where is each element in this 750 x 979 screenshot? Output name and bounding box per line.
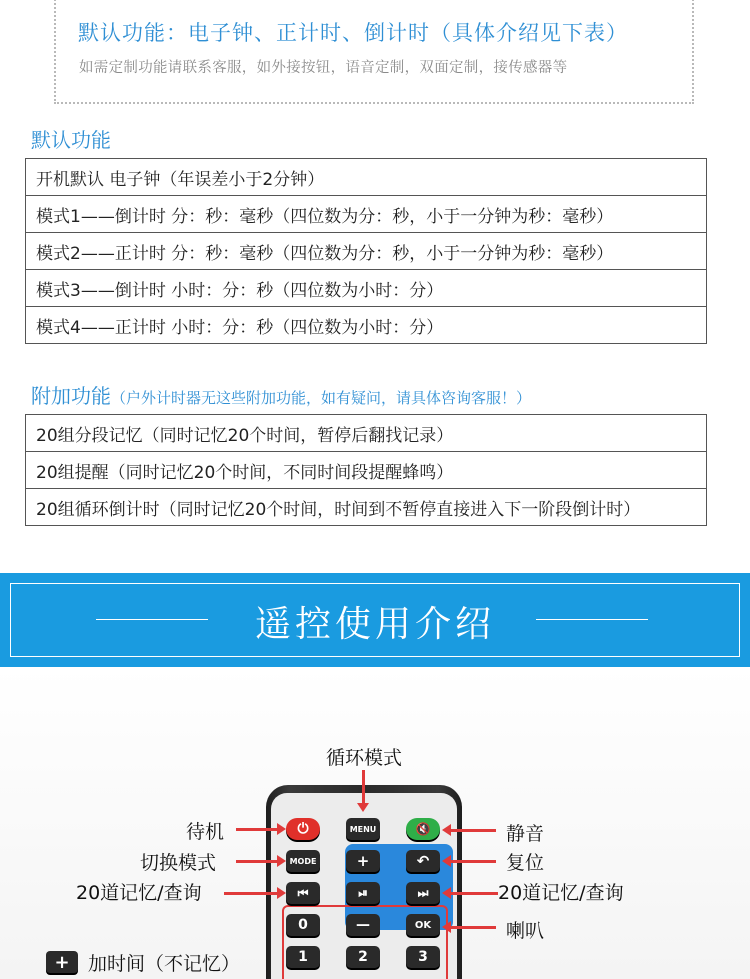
- label-cycle-mode: 循环模式: [326, 747, 403, 769]
- arrow-standby: [236, 828, 278, 831]
- prev-button[interactable]: ⏮: [286, 882, 320, 904]
- table-cell: 20组循环倒计时（同时记忆20个时间，时间到不暂停直接进入下一阶段倒计时）: [26, 489, 707, 526]
- label-switch-mode: 切换模式: [140, 852, 217, 874]
- mode-button[interactable]: MODE: [286, 850, 320, 872]
- one-button[interactable]: 1: [286, 946, 320, 968]
- arrowhead-speaker: [442, 921, 451, 933]
- arrowhead-cycle-mode: [357, 803, 369, 812]
- extra-title-note: （户外计时器无这些附加功能，如有疑问，请具体咨询客服！）: [111, 389, 532, 407]
- arrowhead-memory-left: [277, 887, 286, 899]
- extra-section-title: [31, 380, 531, 409]
- arrow-switch-mode: [236, 860, 278, 863]
- arrowhead-mute: [442, 824, 451, 836]
- legend-add-time: 加时间（不记忆）: [88, 953, 241, 975]
- default-functions-table: [25, 158, 707, 344]
- table-cell: 模式3——倒计时 小时：分：秒（四位数为小时：分）: [26, 270, 707, 307]
- table-row: [26, 307, 707, 344]
- zero-button[interactable]: 0: [286, 914, 320, 936]
- arrowhead-switch-mode: [277, 855, 286, 867]
- three-button[interactable]: 3: [406, 946, 440, 968]
- mute-button[interactable]: 🔇: [406, 818, 440, 840]
- label-memory-right: 20道记忆/查询: [498, 882, 624, 904]
- table-row: [26, 270, 707, 307]
- table-cell: 模式2——正计时 分：秒：毫秒（四位数为分：秒，小于一分钟为秒：毫秒）: [26, 233, 707, 270]
- arrow-memory-right: [450, 892, 498, 895]
- extra-title-text: 附加功能: [31, 384, 111, 408]
- table-cell: 20组分段记忆（同时记忆20个时间，暂停后翻找记录）: [26, 415, 707, 452]
- table-row: [26, 489, 707, 526]
- label-memory-left: 20道记忆/查询: [76, 882, 202, 904]
- arrowhead-standby: [277, 823, 286, 835]
- table-row: [26, 233, 707, 270]
- plus-button[interactable]: +: [346, 850, 380, 872]
- arrowhead-reset: [442, 855, 451, 867]
- table-cell: 模式4——正计时 小时：分：秒（四位数为小时：分）: [26, 307, 707, 344]
- default-section-title: 默认功能: [31, 128, 111, 152]
- top-title: 默认功能：电子钟、正计时、倒计时（具体介绍见下表）: [78, 21, 628, 45]
- banner-title: 遥控使用介绍: [254, 604, 495, 645]
- two-button[interactable]: 2: [346, 946, 380, 968]
- table-cell: 开机默认 电子钟（年误差小于2分钟）: [26, 159, 707, 196]
- arrow-memory-left: [224, 892, 278, 895]
- table-row: [26, 415, 707, 452]
- power-button[interactable]: ⏻: [286, 818, 320, 840]
- table-row: [26, 196, 707, 233]
- arrow-mute: [450, 829, 496, 832]
- arrow-speaker: [450, 926, 496, 929]
- label-speaker: 喇叭: [506, 920, 545, 942]
- arrowhead-memory-right: [442, 887, 451, 899]
- label-reset: 复位: [506, 852, 545, 874]
- extra-functions-table: [25, 414, 707, 526]
- next-button[interactable]: ⏭: [406, 882, 440, 904]
- top-subtitle: 如需定制功能请联系客服，如外接按钮，语音定制，双面定制，接传感器等: [79, 60, 568, 76]
- table-cell: 模式1——倒计时 分：秒：毫秒（四位数为分：秒，小于一分钟为秒：毫秒）: [26, 196, 707, 233]
- arrow-reset: [450, 860, 496, 863]
- ok-button[interactable]: OK: [406, 914, 440, 936]
- table-row: [26, 452, 707, 489]
- table-cell: 20组提醒（同时记忆20个时间，不同时间段提醒蜂鸣）: [26, 452, 707, 489]
- top-info-box: [54, 0, 694, 104]
- back-button[interactable]: ↶: [406, 850, 440, 872]
- arrow-cycle-mode: [362, 770, 365, 804]
- label-standby: 待机: [186, 821, 225, 843]
- play-pause-button[interactable]: ⏯: [346, 882, 380, 904]
- label-mute: 静音: [506, 823, 545, 845]
- plus-icon: +: [46, 951, 78, 973]
- menu-button[interactable]: MENU: [346, 818, 380, 840]
- table-row: [26, 159, 707, 196]
- minus-button[interactable]: —: [346, 914, 380, 936]
